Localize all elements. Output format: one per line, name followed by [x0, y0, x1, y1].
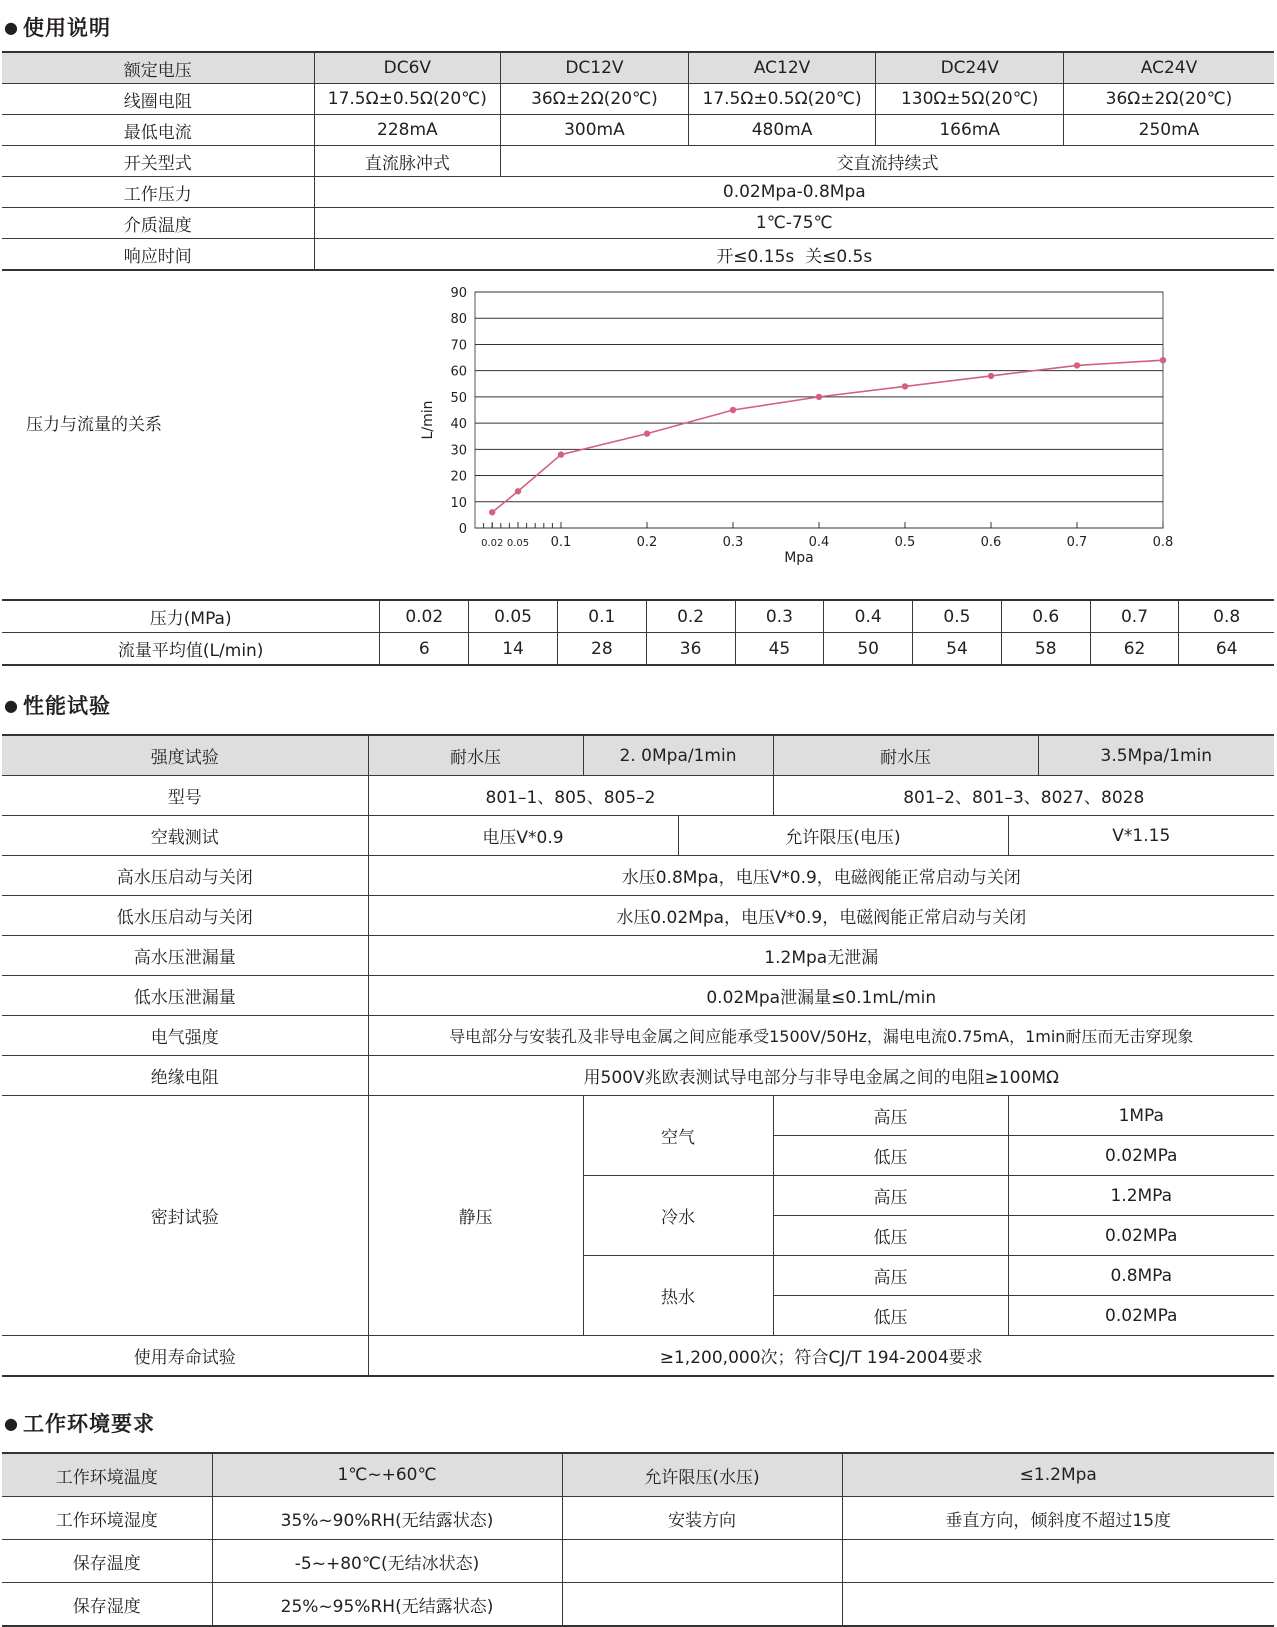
medium-temp-value: 1℃-75℃	[314, 208, 1274, 239]
table-row	[2, 1336, 1274, 1377]
min-current-cell: 166mA	[876, 115, 1064, 146]
x-tick-label: 0.05	[506, 538, 530, 549]
air-high-label: 高压	[773, 1096, 1008, 1136]
x-tick-label: 0.02	[481, 538, 504, 549]
high-start-label: 高水压启动与关闭	[2, 856, 368, 896]
cold-label: 冷水	[583, 1176, 773, 1256]
y-tick-label: 70	[450, 338, 467, 354]
strength-label: 强度试验	[2, 735, 368, 776]
y-tick-label: 90	[450, 286, 467, 301]
switch-type-label: 开关型式	[2, 146, 314, 177]
data-point	[988, 373, 994, 379]
electric-value: 导电部分与安装孔及非导电金属之间应能承受1500V/50Hz，漏电电流0.75mA，1min耐压而无击穿现象	[368, 1016, 1274, 1056]
data-point	[644, 430, 650, 436]
bullet-icon: ●	[4, 1414, 19, 1433]
env-install-label: 安装方向	[562, 1497, 842, 1540]
flow-cell: 54	[913, 633, 1002, 666]
y-tick-label: 30	[450, 443, 467, 459]
flow-cell: 50	[824, 633, 913, 666]
coil-resistance-label: 线圈电阻	[2, 84, 314, 115]
table-row	[2, 1583, 1274, 1627]
store-temp-label: 保存温度	[2, 1540, 212, 1583]
x-tick-label: 0.7	[1066, 535, 1088, 550]
flow-cell: 58	[1001, 633, 1090, 666]
section-title-usage-text: 使用说明	[22, 16, 111, 40]
y-axis-label: L/min	[420, 400, 436, 440]
low-start-value: 水压0.02Mpa，电压V*0.9，电磁阀能正常启动与关闭	[368, 896, 1274, 936]
table-row	[2, 633, 1274, 666]
table-row	[2, 239, 1274, 271]
performance-table	[2, 734, 1274, 1377]
hot-label: 热水	[583, 1256, 773, 1336]
y-tick-label: 60	[450, 364, 467, 380]
hot-low-label: 低压	[773, 1296, 1008, 1336]
air-high-value: 1MPa	[1008, 1096, 1274, 1136]
table-row	[2, 735, 1274, 776]
pressure-cell: 0.6	[1001, 600, 1090, 633]
min-current-label: 最低电流	[2, 115, 314, 146]
min-current-cell: 250mA	[1064, 115, 1275, 146]
coil-resistance-cell: 130Ω±5Ω(20℃)	[876, 84, 1064, 115]
empty-cell	[562, 1583, 842, 1627]
env-temp-value: 1℃~+60℃	[212, 1453, 562, 1497]
bullet-icon: ●	[4, 696, 19, 715]
voltage-cell: AC24V	[1064, 52, 1275, 84]
air-label: 空气	[583, 1096, 773, 1176]
section-title-environment	[4, 1408, 155, 1438]
air-low-label: 低压	[773, 1136, 1008, 1176]
x-tick-label: 0.2	[636, 535, 658, 550]
y-tick-label: 10	[450, 495, 467, 511]
high-leak-value: 1.2Mpa无泄漏	[368, 936, 1274, 976]
pressure-cell: 0.02	[380, 600, 469, 633]
pressure-cell: 0.3	[735, 600, 824, 633]
store-humidity-label: 保存湿度	[2, 1583, 212, 1627]
data-point	[558, 451, 564, 457]
flow-cell: 28	[557, 633, 646, 666]
response-label: 响应时间	[2, 239, 314, 271]
pressure-flow-chart	[420, 286, 1220, 580]
section-title-usage	[4, 12, 111, 42]
section-title-performance	[4, 690, 111, 720]
hot-low-value: 0.02MPa	[1008, 1296, 1274, 1336]
seal-label: 密封试验	[2, 1096, 368, 1336]
pressure-cell: 0.4	[824, 600, 913, 633]
empty-cell	[562, 1540, 842, 1583]
tick-layer	[450, 286, 1173, 550]
data-point	[902, 383, 908, 389]
data-point	[1160, 357, 1166, 363]
hot-high-label: 高压	[773, 1256, 1008, 1296]
working-pressure-value: 0.02Mpa-0.8Mpa	[314, 177, 1274, 208]
coil-resistance-cell: 36Ω±2Ω(20℃)	[501, 84, 689, 115]
y-tick-label: 40	[450, 417, 467, 433]
table-row	[2, 84, 1274, 115]
table-row	[2, 856, 1274, 896]
table-row	[2, 1016, 1274, 1056]
usage-table	[2, 51, 1274, 271]
flow-table	[2, 599, 1274, 666]
low-leak-label: 低水压泄漏量	[2, 976, 368, 1016]
switch-type-dc6: 直流脉冲式	[314, 146, 501, 177]
pressure-label: 压力(MPa)	[2, 600, 380, 633]
pressure-cell: 0.2	[646, 600, 735, 633]
env-temp-label: 工作环境温度	[2, 1453, 212, 1497]
store-humidity-value: 25%~95%RH(无结露状态)	[212, 1583, 562, 1627]
table-row	[2, 177, 1274, 208]
x-tick-label: 0.8	[1152, 535, 1174, 550]
store-temp-value: -5~+80℃(无结冰状态)	[212, 1540, 562, 1583]
env-humidity-label: 工作环境湿度	[2, 1497, 212, 1540]
working-pressure-label: 工作压力	[2, 177, 314, 208]
bullet-icon: ●	[4, 18, 19, 37]
section-title-environment-text: 工作环境要求	[22, 1412, 155, 1436]
insulation-value: 用500V兆欧表测试导电部分与非导电金属之间的电阻≥100MΩ	[368, 1056, 1274, 1096]
x-tick-label: 0.5	[894, 535, 916, 550]
section-title-performance-text: 性能试验	[22, 694, 111, 718]
data-point	[730, 407, 736, 413]
water-pressure-2-value: 3.5Mpa/1min	[1038, 735, 1274, 776]
x-tick-label: 0.1	[550, 535, 572, 550]
voltage-cell: DC24V	[876, 52, 1064, 84]
empty-cell	[842, 1583, 1274, 1627]
coil-resistance-cell: 17.5Ω±0.5Ω(20℃)	[688, 84, 876, 115]
table-row	[2, 52, 1274, 84]
table-row	[2, 936, 1274, 976]
switch-type-other: 交直流持续式	[501, 146, 1274, 177]
flow-cell: 45	[735, 633, 824, 666]
y-tick-label: 50	[450, 390, 467, 406]
pressure-cell: 0.5	[913, 600, 1002, 633]
cold-low-value: 0.02MPa	[1008, 1216, 1274, 1256]
env-limit-value: ≤1.2Mpa	[842, 1453, 1274, 1497]
min-current-cell: 300mA	[501, 115, 689, 146]
y-tick-label: 20	[450, 469, 467, 485]
coil-resistance-cell: 17.5Ω±0.5Ω(20℃)	[314, 84, 501, 115]
water-pressure-2: 耐水压	[773, 735, 1038, 776]
x-axis-label: Mpa	[784, 550, 814, 566]
air-low-value: 0.02MPa	[1008, 1136, 1274, 1176]
voltage-cell: DC6V	[314, 52, 501, 84]
hot-high-value: 0.8MPa	[1008, 1256, 1274, 1296]
insulation-label: 绝缘电阻	[2, 1056, 368, 1096]
model-label: 型号	[2, 776, 368, 816]
medium-temp-label: 介质温度	[2, 208, 314, 239]
noload-voltage: 电压V*0.9	[368, 816, 678, 856]
y-tick-label: 80	[450, 312, 467, 328]
pressure-cell: 0.7	[1090, 600, 1179, 633]
y-tick-label: 0	[458, 522, 467, 537]
table-row	[2, 1453, 1274, 1497]
table-row	[2, 816, 1274, 856]
grid-layer	[475, 292, 1163, 528]
table-row	[2, 146, 1274, 177]
environment-table	[2, 1452, 1274, 1627]
data-point	[816, 394, 822, 400]
noload-limit-value: V*1.15	[1008, 816, 1274, 856]
series-layer	[489, 357, 1166, 515]
min-current-cell: 480mA	[688, 115, 876, 146]
model-2: 801–2、801–3、8027、8028	[773, 776, 1274, 816]
voltage-cell: DC12V	[501, 52, 689, 84]
table-row	[2, 208, 1274, 239]
table-row	[2, 1096, 1274, 1136]
data-point	[1074, 362, 1080, 368]
water-pressure-1: 耐水压	[368, 735, 583, 776]
voltage-cell: AC12V	[688, 52, 876, 84]
cold-high-value: 1.2MPa	[1008, 1176, 1274, 1216]
life-value: ≥1,200,000次；符合CJ/T 194-2004要求	[368, 1336, 1274, 1377]
table-row	[2, 1540, 1274, 1583]
env-install-value: 垂直方向，倾斜度不超过15度	[842, 1497, 1274, 1540]
flow-cell: 64	[1179, 633, 1274, 666]
x-tick-label: 0.3	[722, 535, 744, 550]
x-tick-label: 0.4	[808, 535, 830, 550]
water-pressure-1-value: 2. 0Mpa/1min	[583, 735, 773, 776]
cold-high-label: 高压	[773, 1176, 1008, 1216]
model-1: 801–1、805、805–2	[368, 776, 773, 816]
rated-voltage-label: 额定电压	[2, 52, 314, 84]
table-row	[2, 115, 1274, 146]
table-row	[2, 896, 1274, 936]
coil-resistance-cell: 36Ω±2Ω(20℃)	[1064, 84, 1275, 115]
high-leak-label: 高水压泄漏量	[2, 936, 368, 976]
pressure-cell: 0.05	[469, 600, 558, 633]
noload-label: 空载测试	[2, 816, 368, 856]
data-point	[515, 488, 521, 494]
pressure-cell: 0.8	[1179, 600, 1274, 633]
table-row	[2, 976, 1274, 1016]
table-row	[2, 1056, 1274, 1096]
table-row	[2, 776, 1274, 816]
data-point	[489, 509, 495, 515]
life-label: 使用寿命试验	[2, 1336, 368, 1377]
plot-frame	[475, 292, 1163, 528]
low-leak-value: 0.02Mpa泄漏量≤0.1mL/min	[368, 976, 1274, 1016]
low-start-label: 低水压启动与关闭	[2, 896, 368, 936]
min-current-cell: 228mA	[314, 115, 501, 146]
noload-limit: 允许限压(电压)	[678, 816, 1008, 856]
static-label: 静压	[368, 1096, 583, 1336]
high-start-value: 水压0.8Mpa，电压V*0.9，电磁阀能正常启动与关闭	[368, 856, 1274, 896]
env-limit-label: 允许限压(水压)	[562, 1453, 842, 1497]
chart-label: 压力与流量的关系	[26, 415, 162, 435]
table-row	[2, 1497, 1274, 1540]
flow-cell: 14	[469, 633, 558, 666]
flow-cell: 6	[380, 633, 469, 666]
cold-low-label: 低压	[773, 1216, 1008, 1256]
response-value: 开≤0.15s 关≤0.5s	[314, 239, 1274, 271]
empty-cell	[842, 1540, 1274, 1583]
flow-label: 流量平均值(L/min)	[2, 633, 380, 666]
env-humidity-value: 35%~90%RH(无结露状态)	[212, 1497, 562, 1540]
series-line	[492, 360, 1163, 512]
electric-label: 电气强度	[2, 1016, 368, 1056]
flow-cell: 62	[1090, 633, 1179, 666]
x-tick-label: 0.6	[980, 535, 1002, 550]
flow-cell: 36	[646, 633, 735, 666]
pressure-cell: 0.1	[557, 600, 646, 633]
table-row	[2, 600, 1274, 633]
